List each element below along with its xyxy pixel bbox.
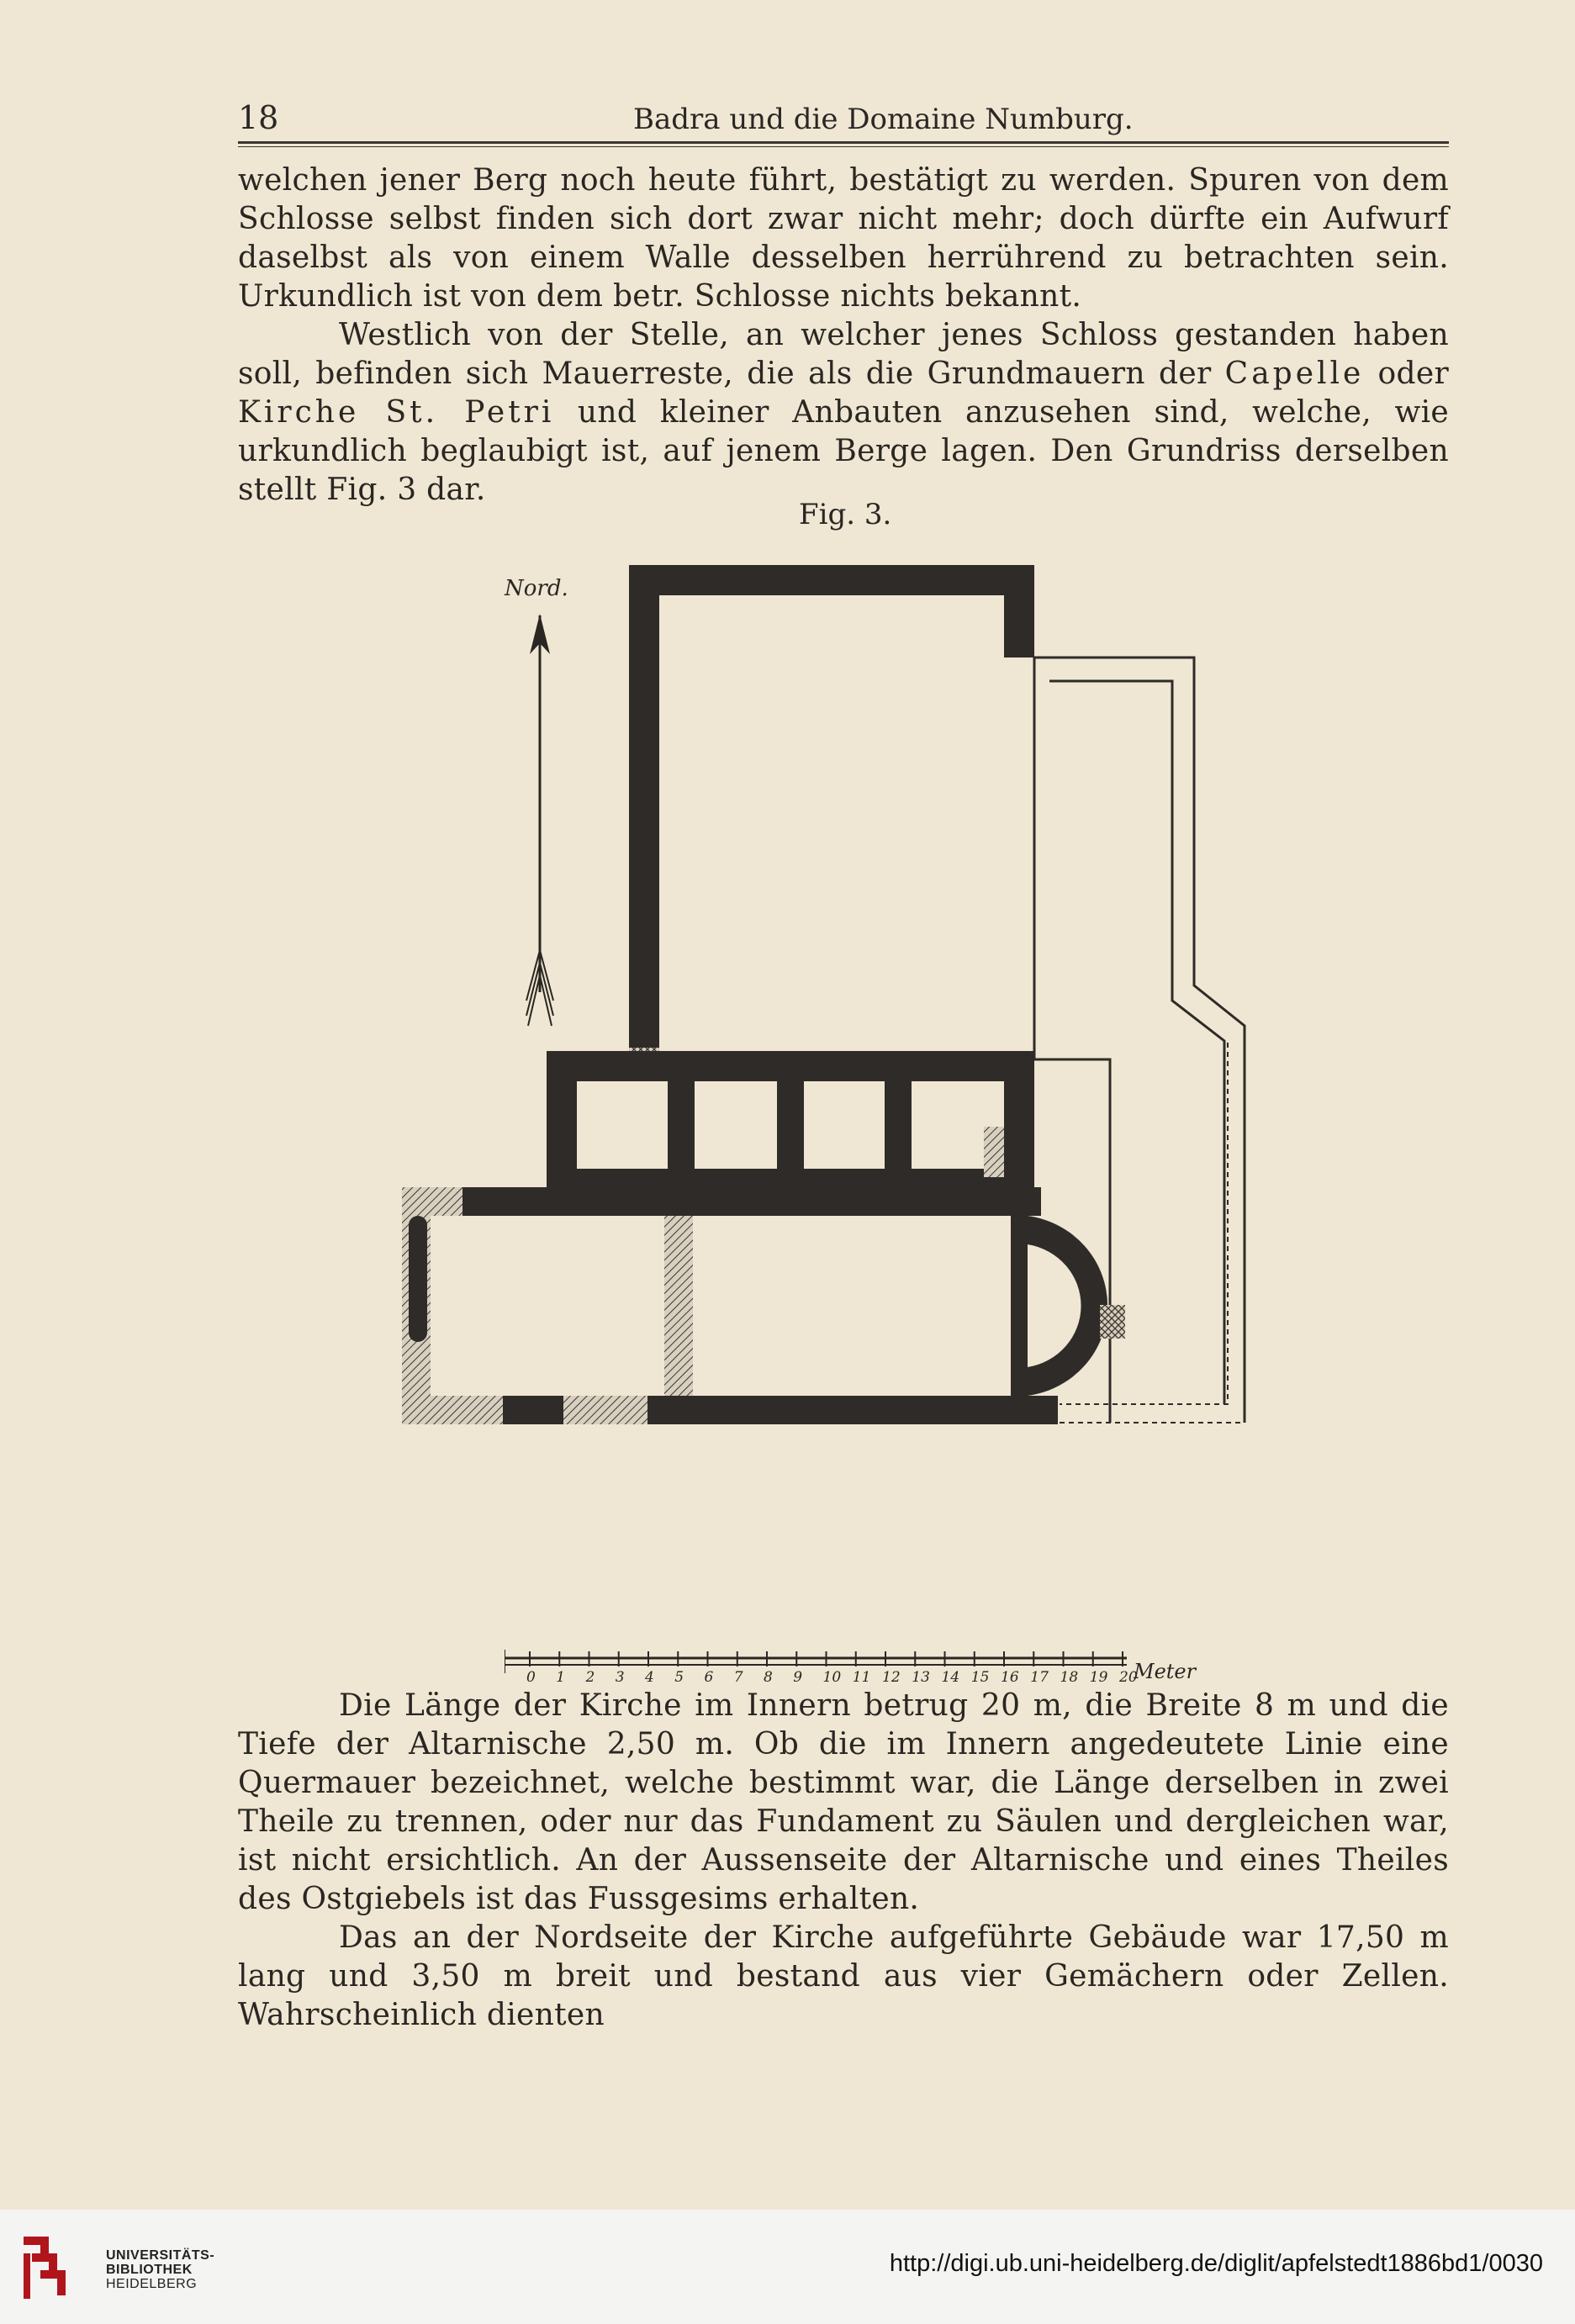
page-header [238,99,1449,141]
scale-tick-label: 2 [585,1669,595,1686]
scale-tick-label: 8 [764,1669,773,1686]
capelle-term: Capelle [1224,357,1365,391]
scale-tick-label: 15 [970,1669,990,1686]
north-arrow [504,576,568,1026]
scale-bar [505,1640,1245,1690]
figure-caption: Fig. 3. [799,498,892,531]
scale-tick-label: 17 [1030,1669,1049,1686]
header-rule [238,141,1449,147]
footer-bar [0,2210,1575,2324]
scale-tick-label: 3 [615,1669,625,1686]
scale-tick-label: 19 [1089,1669,1108,1686]
scale-labels [526,1669,1138,1686]
scale-tick-label: 10 [822,1669,842,1686]
paragraph-3: Die Länge der Kirche im Innern betrug 20 m, die Breite 8 m und die Tiefe der Altarnische 2,50 m. Ob die im Innern angedeutete Linie eine Quermauer bezeichnet, welche bestimmt war, die Länge derselben in zwei Theile zu trennen, oder nur das Fundament zu Säulen und dergleichen war, ist nicht ersichtlich. An der Aussenseite der Altarnische und eines Theiles des Ostgiebels ist das Fussgesims erhalten. [238,1688,1449,1916]
paragraph-2 [238,316,1449,510]
scale-tick-label: 6 [704,1669,714,1686]
running-title: Badra und die Domaine Numburg. [633,103,1134,136]
source-url[interactable]: http://digi.ub.uni-heidelberg.de/diglit/apfelstedt1886bd1/0030 [889,2250,1543,2277]
library-line-2: BIBLIOTHEK [106,2263,193,2277]
text-block-bottom [238,1687,1449,2035]
scale-tick-label: 9 [793,1669,803,1686]
cells-row [547,1051,1034,1196]
paragraph-1: welchen jener Berg noch heute führt, bestätigt zu werden. Spuren von dem Schlosse selbst finden sich dort zwar nicht mehr; doch dürfte ein Aufwurf daselbst als von einem Walle desselben herrührend zu betrachten sein. Urkundlich ist von dem betr. Schlosse nichts bekannt. [238,163,1449,314]
annex-outline [1034,658,1245,1423]
scale-tick-label: 18 [1060,1669,1079,1686]
scale-tick-label: 16 [1001,1669,1019,1686]
library-name [106,2248,214,2291]
paragraph-2-text-end: und kleiner Anbauten anzusehen sind, welche, wie urkundlich beglaubigt ist, auf jenem Berge lagen. Den Grundriss derselben stellt Fig. 3 dar. [238,395,1450,507]
paragraph-2-text: Westlich von der Stelle, an welcher jenes Schloss gestanden haben soll, befinden sich Mauerreste, die als die Grundmauern der [238,318,1449,391]
north-building [629,565,1034,1081]
scale-tick-label: 0 [526,1669,536,1686]
kirche-term: Kirche St. Petri [238,395,555,430]
library-line-3: HEIDELBERG [106,2277,198,2291]
scale-tick-label: 11 [852,1669,871,1686]
scale-tick-label: 7 [733,1669,743,1686]
north-label: Nord. [505,576,568,601]
scale-tick-label: 4 [645,1669,654,1686]
scale-unit: Meter [1134,1660,1197,1683]
library-line-1: UNIVERSITÄTS- [106,2248,215,2263]
scale-tick-label: 1 [556,1669,566,1686]
scale-tick-label: 12 [882,1669,901,1686]
page-number: 18 [238,99,279,136]
church-nave [402,1187,1125,1424]
paragraph-2-connector: oder [1364,357,1449,391]
church-ground-plan [395,555,1295,1505]
text-block-top [238,161,1449,510]
paragraph-4: Das an der Nordseite der Kirche aufgeführte Gebäude war 17,50 m lang und 3,50 m breit und bestand aus vier Gemächern oder Zellen. Wahrscheinlich dienten [238,1920,1449,2032]
scale-tick-label: 5 [674,1669,684,1686]
scale-tick-label: 13 [912,1669,930,1686]
scale-tick-label: 20 [1119,1669,1138,1686]
scale-ticks [530,1651,1123,1666]
scale-tick-label: 14 [941,1669,960,1686]
library-logo-icon [15,2228,94,2307]
